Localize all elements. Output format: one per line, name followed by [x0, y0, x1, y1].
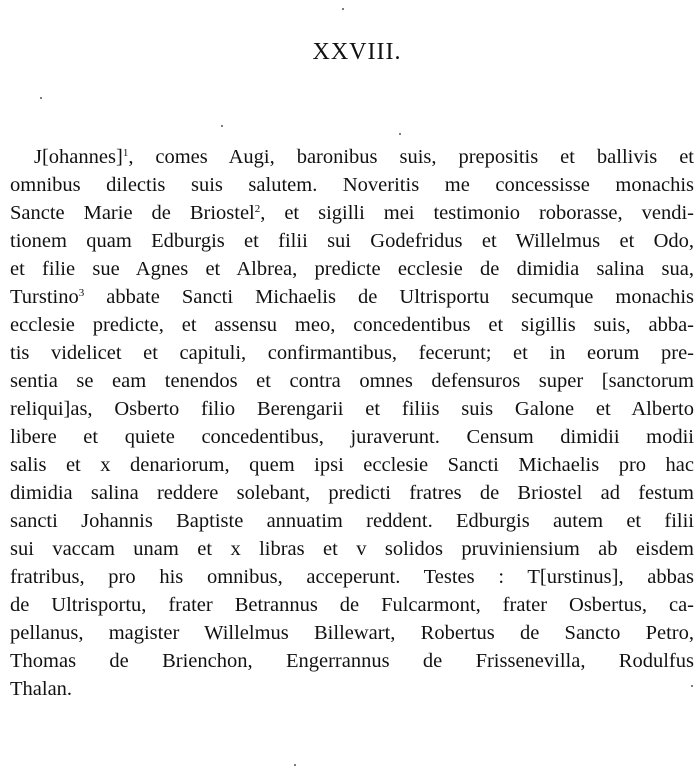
text-line	[10, 199, 694, 227]
text-fragment: , baronibus suis, prepositis et ballivis et	[269, 146, 695, 168]
scan-speck	[40, 97, 42, 99]
charter-text	[10, 143, 694, 703]
text-fragment: , comes Aug	[128, 146, 264, 168]
footnote-mark: 2	[254, 203, 261, 215]
text-line: pellanus, magister Willelmus Billewart, Robertus de Sancto Petro,	[10, 622, 694, 644]
scan-speck	[294, 764, 296, 766]
text-fragment: Turstino	[10, 286, 79, 308]
scan-speck	[399, 133, 401, 135]
text-line: dimidia salina reddere solebant, predicti fratres de Briostel ad festum	[10, 482, 694, 504]
text-line: sui vaccam unam et x libras et v solidos pruviniensium ab eisdem	[10, 538, 694, 560]
footnote-mark: 3	[78, 287, 85, 299]
text-line: sancti Johannis Baptiste annuatim reddent. Edburgis autem et filii	[10, 510, 694, 532]
text-line: ecclesie predicte, et assensu meo, concedentibus et sigillis suis, abba-	[10, 314, 694, 336]
scan-speck	[342, 8, 344, 10]
text-line: libere et quiete concedentibus, juraverunt. Censum dimidii modii	[10, 426, 694, 448]
text-line: tis videlicet et capituli, confirmantibus, fecerunt; et in eorum pre-	[10, 342, 694, 364]
text-line: reliqui]as, Osberto filio Berengarii et filiis suis Galone et Alberto	[10, 398, 694, 420]
text-line: et filie sue Agnes et Albrea, predicte ecclesie de dimidia salina sua,	[10, 258, 694, 280]
text-fragment: J[ohannes]	[34, 146, 123, 168]
text-line: Thomas de Brienchon, Engerrannus de Frissenevilla, Rodulfus	[10, 650, 694, 672]
text-line: salis et x denariorum, quem ipsi ecclesie Sancti Michaelis pro hac	[10, 454, 694, 476]
footnote-mark: 1	[122, 147, 129, 159]
text-line: tionem quam Edburgis et filii sui Godefridus et Willelmus et Odo,	[10, 230, 694, 252]
scan-speck	[691, 685, 693, 687]
text-line: Thalan.	[10, 678, 73, 700]
text-line: sentia se eam tenendos et contra omnes defensuros super [sanctorum	[10, 370, 694, 392]
text-line	[10, 283, 694, 311]
text-fragment: , et sigilli mei testimonio roborasse, vendi-	[260, 202, 694, 224]
text-line	[10, 143, 694, 171]
text-fragment: Sancte Marie de Briostel	[10, 202, 255, 224]
scan-speck	[221, 125, 223, 127]
text-fragment: i	[263, 146, 270, 168]
text-line: de Ultrisportu, frater Betrannus de Fulcarmont, frater Osbertus, ca-	[10, 594, 694, 616]
text-line: fratribus, pro his omnibus, acceperunt. Testes : T[urstinus], abbas	[10, 566, 694, 588]
charter-number-heading: XXVIII.	[312, 39, 402, 65]
text-line: omnibus dilectis suis salutem. Noveritis me concessisse monachis	[10, 174, 694, 196]
text-fragment: abbate Sancti Michaelis de Ultrisportu secumque monachis	[84, 286, 694, 308]
